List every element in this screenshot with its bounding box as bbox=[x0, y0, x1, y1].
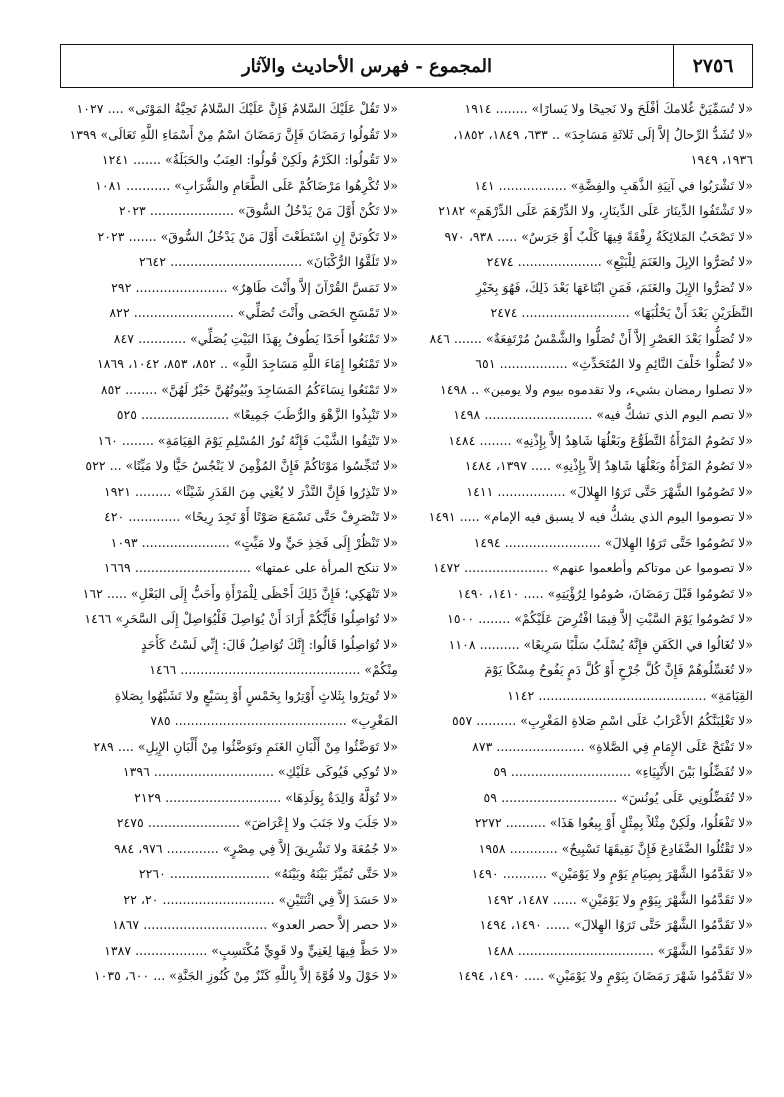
index-entry: «لا تُفَضِّلُوا بَيْنَ الأَنْبِيَاءِ» .............................. ٥٩ bbox=[493, 764, 753, 779]
index-entry: «لا تُوَلَّهُ وَالِدَةٌ بِوَلَدِهَا» ............................. ٢١٢٩ bbox=[134, 789, 398, 805]
index-entry: «لا تُغَالُوا في الكَفَنِ فإِنَّهُ يُسْلَبُ سَلْبًا سَرِيعًا» .......... ١١٠٨ bbox=[448, 636, 753, 652]
index-entry: «لا تَغْلِبَنَّكُمُ الأَعْرَابُ عَلَى اسْمِ صَلاةِ المَغْرِبِ» .......... ٥٥٧ bbox=[451, 713, 753, 728]
index-entry: «لا تَوَضَّئُوا مِنْ أَلْبَانِ الغَنَمِ وتَوَضَّئُوا مِنْ أَلْبَانِ الإِبِلِ» .... ٢٨٩ bbox=[93, 738, 398, 754]
index-entry: «لا تَقُلْ عَلَيْكَ السَّلامُ فَإِنَّ عَلَيْكَ السَّلامُ تَحِيَّةُ المَوْتَى» .... ١٠٢٧ bbox=[76, 101, 398, 116]
index-entry: «لا تَنْظُرْ إِلَى فَخِذِ حَيٍّ ولا مَيِّتٍ» ...................... ١٠٩٣ bbox=[110, 534, 398, 550]
index-entry: «لا تُصَرُّوا الإِبِلَ والغَنَمَ، فَمَنِ ابْتَاعَهَا بَعْدَ ذَلِكَ، فَهُوَ بِخَيْرِ bbox=[475, 279, 753, 295]
index-column-left bbox=[55, 96, 398, 989]
index-entry: «لا تُصَلُّوا بَعْدَ العَصْرِ إلاَّ أَنْ تُصَلُّوا والشَّمْسُ مُرْتَفِعَةٌ» ....... ٨٤٦ bbox=[429, 330, 753, 346]
index-entry: «لا تصم اليوم الذي تشكُّ فيه» ........................... ١٤٩٨ bbox=[453, 407, 753, 422]
index-entry: مِنْكُمْ» ............................................. ١٤٦٦ bbox=[149, 662, 398, 677]
index-entry: «لا تُصَرُّوا الإبِلَ والغَنَمَ لِلْبَيْعِ» ..................... ٢٤٧٤ bbox=[486, 254, 753, 269]
index-entry: «لا تَصُومُوا الشَّهْرَ حَتَّى تَرَوُا الهِلالَ» ................. ١٤١١ bbox=[466, 483, 753, 499]
index-entry: «لا تَنْصَرِفْ حَتَّى تَسْمَعَ صَوْتًا أَوْ تَجِدَ رِيحًا» ............. ٤٢٠ bbox=[104, 509, 398, 524]
index-entry: «لا تُغَسِّلُوهُمْ فَإِنَّ كُلَّ جُرْحٍ أَوْ كُلَّ دَمٍ يَفُوحُ مِسْكًا يَوْمَ bbox=[484, 662, 753, 677]
index-entry: «لا حَسَدَ إلاَّ فِي اثْنَتَيْنِ» ............................ ٢٠، ٢٢ bbox=[123, 891, 398, 907]
index-entry: «لا جَلَبَ ولا جَنَبَ ولا إِعْرَاضَ» ....................... ٢٤٧٥ bbox=[116, 815, 398, 830]
index-entry: «لا تُوَاصِلُوا قَالُوا: إِنَّكَ تُوَاصِلُ قَالَ: إِنِّي لَسْتُ كَأَحَدٍ bbox=[140, 636, 398, 652]
index-entry: «لا حَتَّى تُمَيِّزَ بَيْنَهُ وبَيْنَهُ» ......................... ٢٢٦٠ bbox=[138, 866, 398, 881]
index-entry: «لا تصوموا اليوم الذي يشكُّ فيه لا يسبق فيه الإمام» ..... ١٤٩١ bbox=[428, 509, 753, 524]
index-entry: «لا حَظَّ فِيهَا لِغَنِيٍّ ولا قَوِيٍّ مُكْتَسِبٍ» .................. ١٣٨٧ bbox=[104, 942, 398, 958]
index-entry: «لا تُكْرِهُوا مَرْضَاكُمْ عَلَى الطَّعَامِ والشَّرَابِ» ........... ١٠٨١ bbox=[95, 177, 398, 193]
index-entry: «لا تُفَضِّلُونِي عَلَى يُونُسَ» ............................. ٥٩ bbox=[483, 789, 753, 805]
index-entry: «لا تَصْحَبُ المَلائِكَةُ رِفْقَةً فِيهَا كَلْبٌ أَوْ جَرَسٌ» ..... ٩٣٨، ٩٧٠ bbox=[444, 228, 753, 244]
index-entry: «لا تَفْتَحْ عَلَى الإِمَامِ فِي الصَّلاةِ» ...................... ٨٧٣ bbox=[472, 738, 753, 754]
index-entry: «لا تُسَمِّيَنَّ غُلامكَ أفْلَحَ ولا نَجيحًا ولا يَسارًا» ........ ١٩١٤ bbox=[464, 101, 753, 116]
index-entry: «لا تَقَدَّمُوا الشَّهْرَ بِيَوْمٍ ولا يَوْمَيْنِ» ...... ١٤٨٧، ١٤٩٢ bbox=[486, 891, 753, 907]
index-entry: «لا تُنَجِّسُوا مَوْتَاكُمْ فَإِنَّ المُؤْمِنَ لا يَنْجُسُ حَيًّا ولا مَيِّتًا» ... ٥٢٢ bbox=[85, 458, 398, 473]
index-entry: «لا تَصُومُوا قَبْلَ رَمَضَانَ، صُومُوا لِرُؤْيَتِهِ» ..... ١٤١٠، ١٤٩٠ bbox=[457, 585, 753, 601]
index-entry: «لا تَكُونَنَّ إِنِ اسْتَطَعْتَ أَوَّلَ مَنْ يَدْخُلُ السُّوقَ» ....... ٢٠٢٣ bbox=[97, 228, 398, 244]
index-entry: «لا تَقُولُوا رَمَضَانَ فَإِنَّ رَمَضَانَ اسْمٌ مِنْ أَسْمَاءِ اللَّهِ تَعَالَى» ١٣٩٩ bbox=[69, 126, 398, 142]
index-entry: «لا تَمْنَعُوا إِمَاءَ اللَّهِ مَسَاجِدَ اللَّهِ» .. ٨٥٢، ٨٥٣، ١٠٤٢، ١٨٦٩ bbox=[97, 356, 398, 371]
index-entry: «لا حصر إلاَّ حصر العدو» ............................... ١٨٦٧ bbox=[112, 917, 398, 932]
index-entry: «لا تصوموا عن موتاكم وأطعموا عنهم» ..................... ١٤٧٢ bbox=[433, 560, 753, 575]
index-entry: «لا تَقُولُوا: الكَرْمُ ولَكِنْ قُولُوا: العِنَبُ والحَبَلَةُ» ....... ١٢٤١ bbox=[101, 152, 398, 167]
index-entry: «لا تَصُومُ المَرْأَةُ وبَعْلُهَا شَاهِدٌ إلاَّ بِإِذْنِهِ» ..... ١٣٩٧، ١٤٨٤ bbox=[464, 458, 753, 473]
index-entry: «لا تَصُومُوا يَوْمَ السَّبْتِ إلاَّ فِيمَا افْتُرِضَ عَلَيْكُمْ» ........ ١٥٠٠ bbox=[447, 611, 753, 626]
index-entry: «لا تُصَلُّوا خَلْفَ النَّائِمِ ولا المُتَحَدِّثِ» ................. ٦٥١ bbox=[475, 356, 753, 371]
index-entry: «لا تَمْنَعُوا أَحَدًا يَطُوفُ بِهَذَا البَيْتِ يُصَلِّي» ............ ٨٤٧ bbox=[113, 330, 398, 346]
page-header bbox=[60, 44, 753, 88]
index-entry: «لا جُمُعَةَ ولا تَشْرِيقَ إلاَّ فِي مِصْرٍ» ............. ٩٧٦، ٩٨٤ bbox=[114, 840, 398, 856]
index-entry: «لا تُوكِي فَيُوكَى عَلَيْكِ» .............................. ١٣٩٦ bbox=[122, 764, 398, 779]
index-entry: «لا تَقَدَّمُوا الشَّهْرَ حَتَّى تَرَوُا الهِلالَ» ...... ١٤٩٠، ١٤٩٤ bbox=[479, 917, 753, 932]
index-entry: «لا تَشْرَبُوا في آنِيَةِ الذَّهَبِ والفِضَّةِ» ................. ١٤١ bbox=[474, 177, 753, 193]
index-entry: «لا تَقَدَّمُوا الشَّهْرَ بِصِيَامِ يَوْمٍ ولا يَوْمَيْنِ» ........... ١٤٩٠ bbox=[471, 866, 753, 881]
index-entry: «لا تنكح المرأة على عمتها» ............................. ١٦٦٩ bbox=[103, 560, 398, 575]
index-entry: «لا تَلَقَّوُا الرُّكْبَانَ» ................................. ٢٦٤٢ bbox=[139, 254, 398, 269]
index-column-right bbox=[410, 96, 753, 989]
index-entry: «لا تَقَدَّمُوا شَهْرَ رَمَضَانَ بِيَوْمٍ ولا يَوْمَيْنِ» ..... ١٤٩٠، ١٤٩٤ bbox=[457, 968, 753, 983]
index-entry: «لا تَنْهَكِي؛ فَإِنَّ ذَلِكَ أَحْظَى لِلْمَرْأَةِ وأَحَبُّ إِلَى البَعْلِ» ..... ١٦٢ bbox=[82, 585, 398, 601]
index-entry: ١٩٣٦، ١٩٤٩ bbox=[690, 152, 753, 167]
index-entry: «لا تَقَدَّمُوا الشَّهْرَ» .................................. ١٤٨٨ bbox=[486, 942, 753, 958]
index-entry: «لا تَمَسَّ القُرْآنَ إلاَّ وأَنْتَ طَاهِرٌ» ....................... ٢٩٢ bbox=[111, 279, 398, 295]
index-entry: «لا تُوَاصِلُوا فَأَيُّكُمْ أَرَادَ أَنْ يُوَاصِلَ فَلْيُوَاصِلْ إِلَى السَّحَرِ» ١٤٦٦ bbox=[84, 611, 398, 626]
index-entry: المَغْرِبِ» ........................................... ٧٨٥ bbox=[150, 713, 398, 728]
index-entry: «لا تَنْذِرُوا فَإِنَّ النَّذْرَ لا يُغْنِي مِنَ القَدَرِ شَيْئًا» ......... ١٩٢١ bbox=[103, 483, 398, 499]
index-entry: «لا تَفْعَلُوا، ولَكِنْ مِثْلاً بِمِثْلٍ أَوْ بِيعُوا هَذَا» .......... ٢٢٧٢ bbox=[474, 815, 753, 830]
index-entry: «لا تَنْبِذُوا الزَّهْوَ والرُّطَبَ جَمِيعًا» ...................... ٥٢٥ bbox=[116, 407, 398, 422]
index-entry: «لا تَمْسَحِ الحَصَى وأَنْتَ تُصَلِّي» ......................... ٨٢٢ bbox=[109, 305, 398, 320]
index-entry: «لا تصلوا رمضان بشيء، ولا تقدموه بيوم ولا يومين» .. ١٤٩٨ bbox=[440, 381, 753, 397]
index-entry: «لا تَصُومُ المَرْأَةُ التَّطَوُّعَ وبَعْلُهَا شَاهِدٌ إلاَّ بِإِذْنِهِ» ........ ١٤٨٤ bbox=[448, 432, 753, 448]
index-entry: «لا تُشَدُّ الرِّحالُ إلاَّ إلَى ثَلاثَةِ مَسَاجِدَ» .. ٦٣٣، ١٨٤٩، ١٨٥٢، bbox=[453, 126, 753, 142]
index-entry: النَّظَرَيْنِ بَعْدَ أَنْ يَحْلُبَهَا» ........................... ٢٤٧٤ bbox=[490, 305, 753, 320]
index-entry: «لا تَصُومُوا حَتَّى تَرَوُا الهِلالَ» ........................ ١٤٩٤ bbox=[473, 534, 753, 550]
index-entry: «لا تُوتِرُوا بِثَلاثٍ أَوْتِرُوا بِخَمْسٍ أَوْ بِسَبْعٍ ولا تَشَبَّهُوا بِصَلاةِ bbox=[114, 687, 398, 703]
index-entry: القِيَامَةِ» .......................................... ١١٤٢ bbox=[507, 687, 753, 703]
index-entry: «لا تَنْتِفُوا الشَّيْبَ فَإِنَّهُ نُورُ المُسْلِمِ يَوْمَ القِيَامَةِ» ........ ١٦٠ bbox=[97, 432, 398, 448]
index-entry: «لا تَكُنْ أَوَّلَ مَنْ يَدْخُلُ السُّوقَ» ..................... ٢٠٢٣ bbox=[118, 203, 398, 218]
index-entry: «لا حَوْلَ ولا قُوَّةَ إلاَّ بِاللَّهِ كَنْزٌ مِنْ كُنُوزِ الجَنَّةِ» ... ٦٠٠، ١٠٣٥ bbox=[93, 968, 398, 983]
index-entry: «لا تَقْتُلُوا الضَّفَادِعَ فَإِنَّ نَقِيقَهَا تَسْبِيحٌ» ............ ١٩٥٨ bbox=[478, 840, 753, 856]
running-title: المجموع - فهرس الأحاديث والآثار bbox=[241, 55, 493, 77]
page-number: ٢٧٥٦ bbox=[673, 45, 752, 87]
index-entry: «لا تَشْتَفُوا الدِّينَارَ عَلَى الدِّينَارِ، ولا الدِّرْهَمَ عَلَى الدِّرْهَمِ» ٢١٨٢ bbox=[438, 203, 753, 218]
index-entry: «لا تَمْنَعُوا نِسَاءَكُمُ المَسَاجِدَ وبُيُوتُهُنَّ خَيْرٌ لَهُنَّ» ........ ٨٥٢ bbox=[100, 381, 398, 397]
